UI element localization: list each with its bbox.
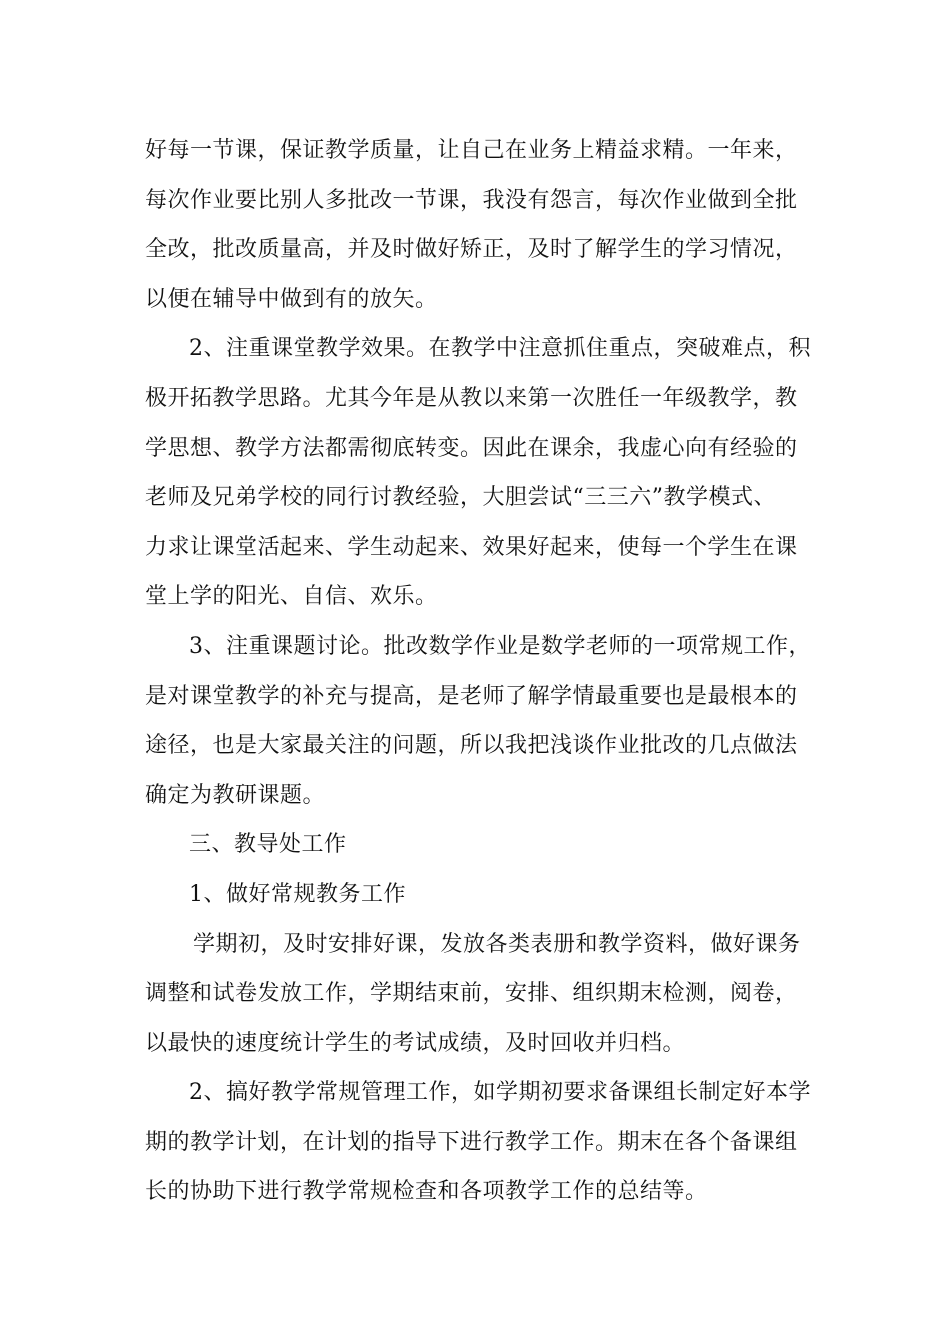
paragraph-line-13: 途径，也是大家最关注的问题，所以我把浅谈作业批改的几点做法 bbox=[145, 733, 798, 759]
paragraph-line-2: 每次作业要比别人多批改一节课，我没有怨言，每次作业做到全批 bbox=[145, 187, 798, 213]
paragraph-line-18: 调整和试卷发放工作，学期结束前，安排、组织期末检测，阅卷， bbox=[145, 981, 798, 1007]
subsection-heading: 1、做好常规教务工作 bbox=[189, 881, 406, 907]
paragraph-line-9: 力求让课堂活起来、学生动起来、效果好起来，使每一个学生在课 bbox=[145, 534, 798, 560]
paragraph-line-7: 学思想、教学方法都需彻底转变。因此在课余，我虚心向有经验的 bbox=[145, 435, 798, 461]
paragraph-line-11: 3、注重课题讨论。批改数学作业是数学老师的一项常规工作， bbox=[189, 633, 811, 659]
paragraph-line-1: 好每一节课，保证教学质量，让自己在业务上精益求精。一年来， bbox=[145, 138, 798, 163]
document-body bbox=[145, 126, 809, 1217]
paragraph-line-17: 学期初，及时安排好课，发放各类表册和教学资料，做好课务 bbox=[193, 931, 801, 957]
paragraph-line-22: 长的协助下进行教学常规检查和各项教学工作的总结等。 bbox=[145, 1179, 708, 1205]
paragraph-line-4: 以便在辅导中做到有的放矢。 bbox=[145, 286, 438, 312]
paragraph-line-5: 2、注重课堂教学效果。在教学中注意抓住重点，突破难点，积 bbox=[189, 336, 811, 362]
paragraph-line-14: 确定为教研课题。 bbox=[145, 782, 326, 808]
paragraph-line-12: 是对课堂教学的补充与提高，是老师了解学情最重要也是最根本的 bbox=[145, 683, 798, 709]
paragraph-line-10: 堂上学的阳光、自信、欢乐。 bbox=[145, 584, 438, 610]
paragraph-line-21: 期的教学计划，在计划的指导下进行教学工作。期末在各个备课组 bbox=[145, 1129, 798, 1155]
paragraph-line-20: 2、搞好教学常规管理工作，如学期初要求备课组长制定好本学 bbox=[189, 1080, 811, 1106]
paragraph-line-19: 以最快的速度统计学生的考试成绩，及时回收并归档。 bbox=[145, 1030, 686, 1056]
paragraph-line-8: 老师及兄弟学校的同行讨教经验，大胆尝试“三三六”教学模式、 bbox=[145, 485, 776, 511]
section-heading: 三、教导处工作 bbox=[189, 832, 347, 858]
paragraph-line-3: 全改，批改质量高，并及时做好矫正，及时了解学生的学习情况， bbox=[145, 237, 798, 263]
paragraph-line-6: 极开拓教学思路。尤其今年是从教以来第一次胜任一年级教学，教 bbox=[145, 385, 798, 411]
